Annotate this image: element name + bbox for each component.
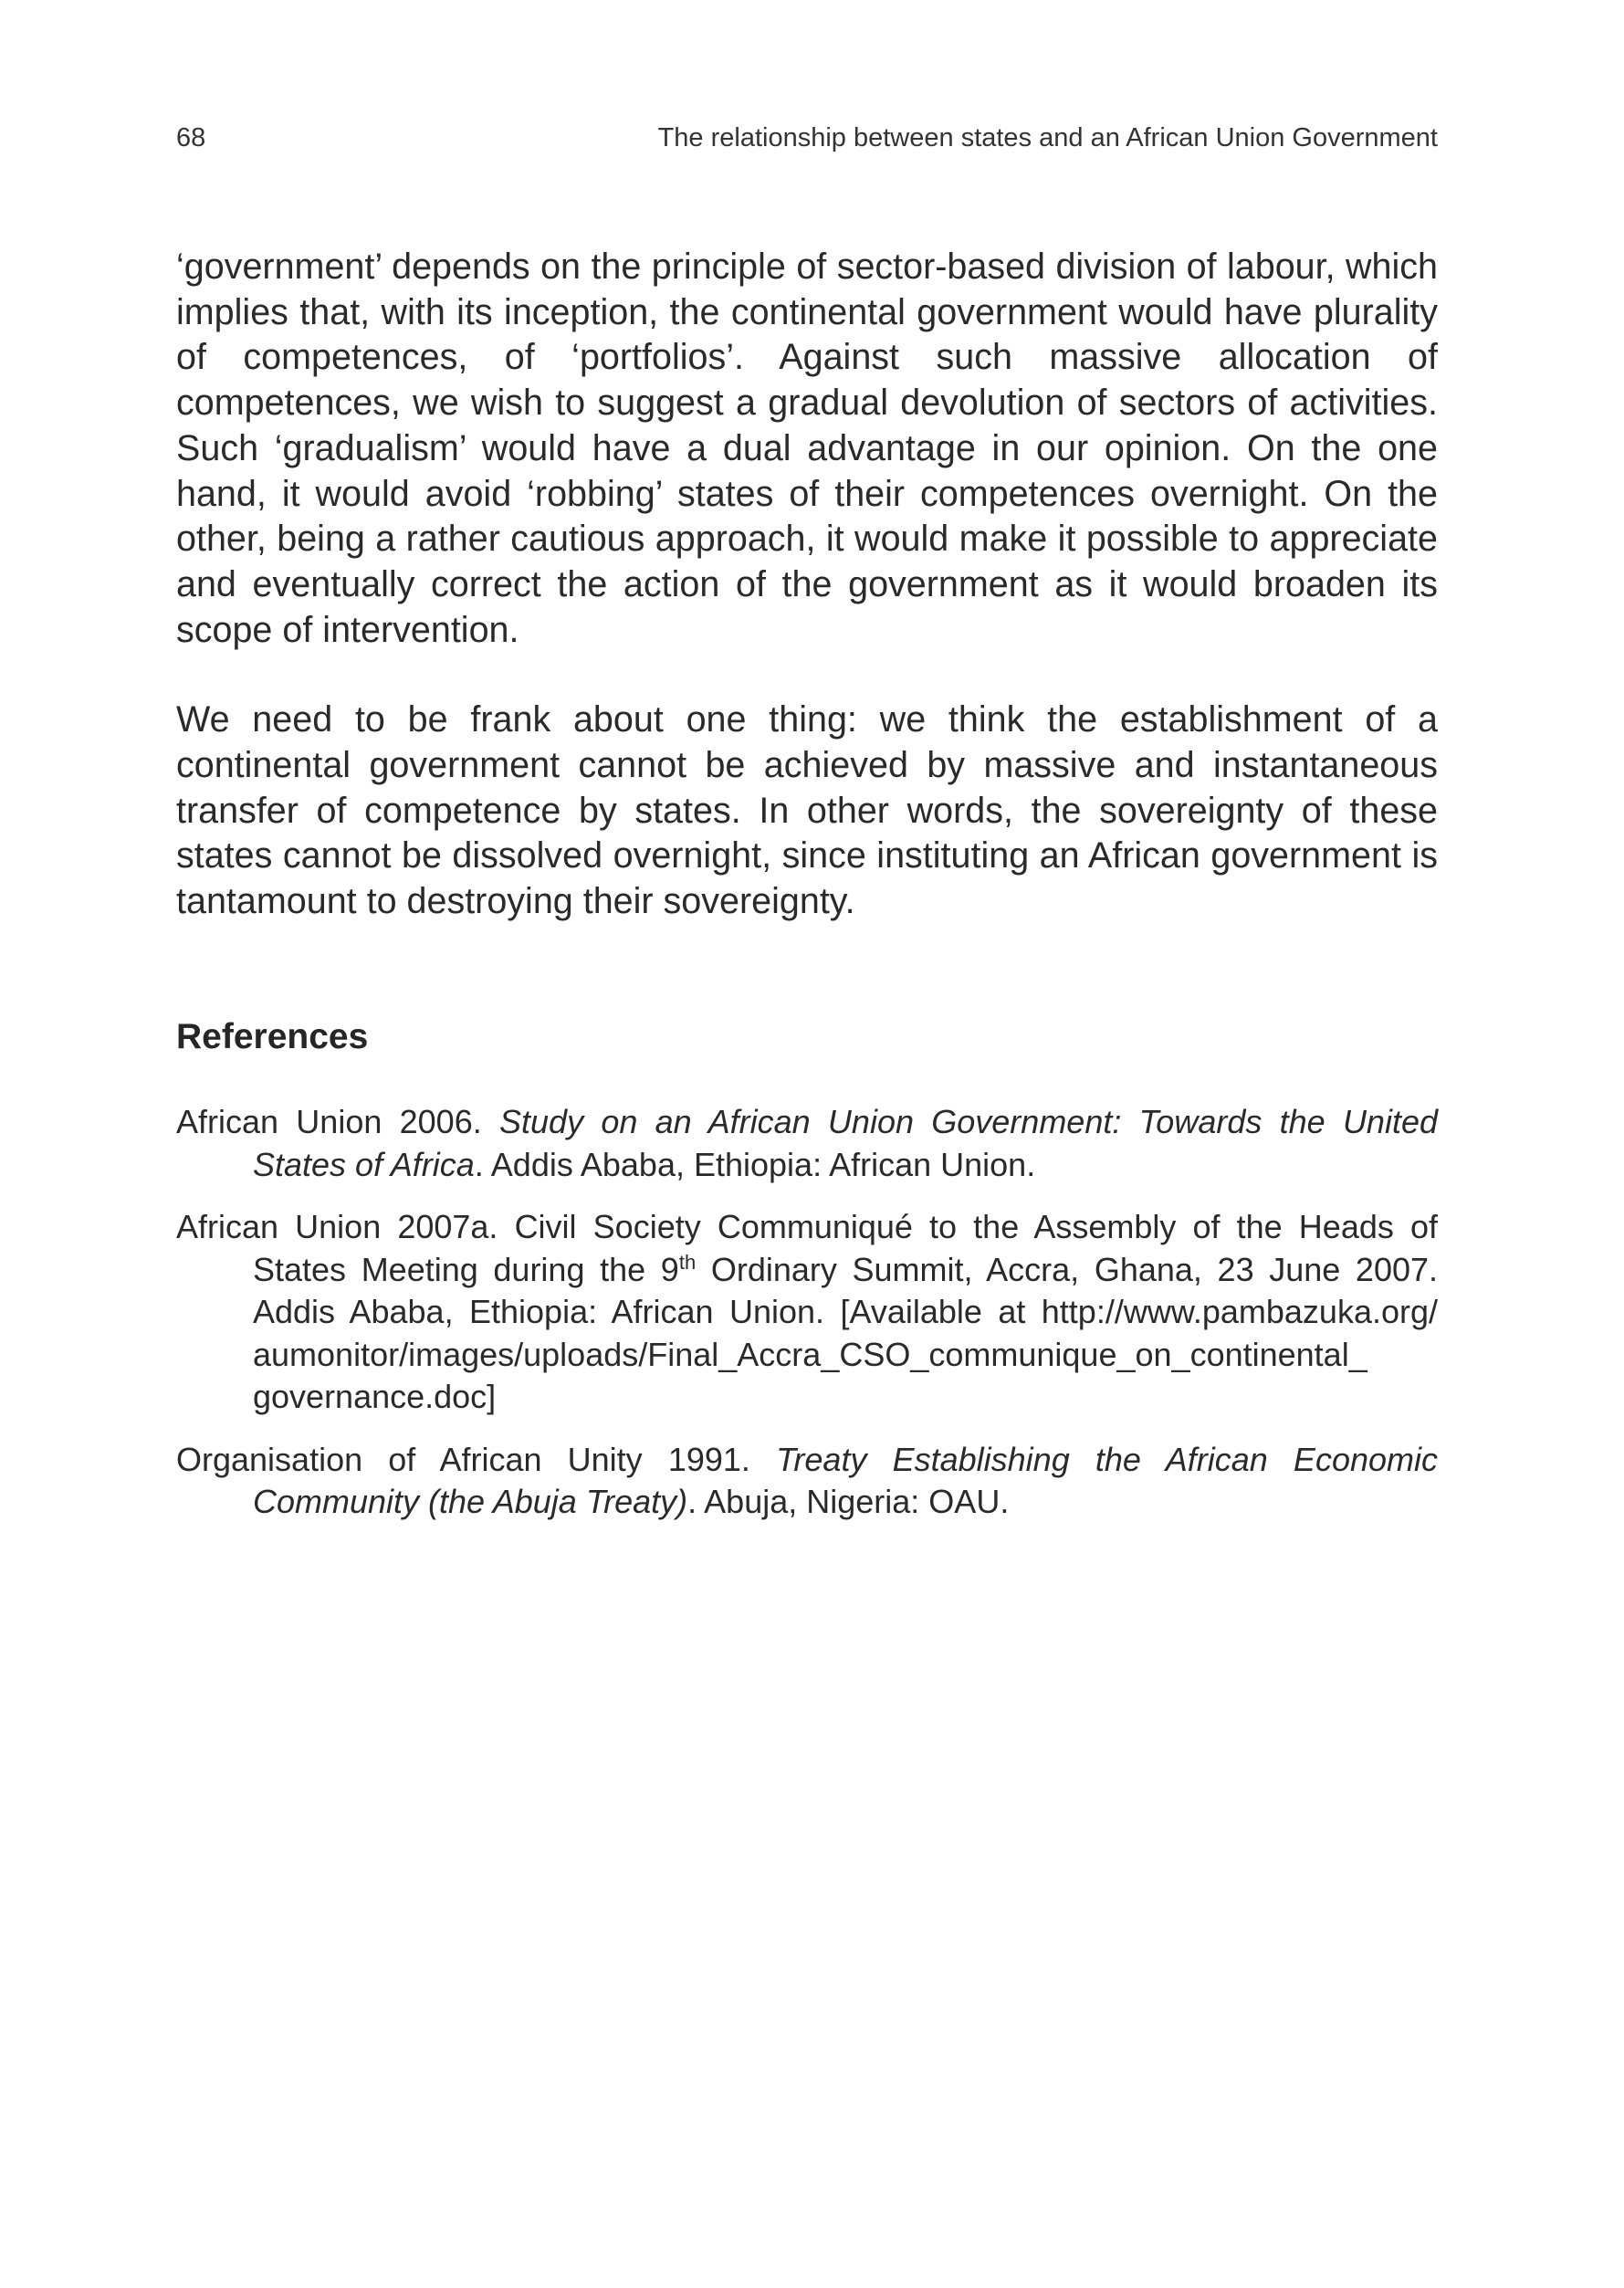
references-heading: References [176, 1017, 369, 1056]
running-header [176, 117, 1438, 159]
reference-title: Treaty Establishing the African Economic Community (the Abuja Treaty) [253, 1440, 1438, 1520]
paragraph: We need to be frank about one thing: we think the establishment of a continental government cannot be achieved by massive and instantaneous transfer of competence by states. In other words, the sovereignty of these states cannot be dissolved overnight, since instituting an African government is tantamount to destroying their sovereignty. [176, 699, 1438, 922]
reference-publisher: . Addis Ababa, Ethiopia: African Union. [474, 1145, 1036, 1183]
book-page [176, 0, 1438, 2288]
reference-title: Study on an African Union Government: Towards the United States of Africa [253, 1103, 1438, 1183]
reference-author-year: African Union 2007a. [176, 1208, 498, 1245]
reference-entry [176, 1206, 1438, 1419]
reference-entry [176, 1101, 1438, 1186]
reference-author-year: Organisation of African Unity 1991. [176, 1440, 750, 1478]
reference-text: Civil Society Communiqué to the Assembly of the Heads of States Meeting during the 9 [253, 1208, 1438, 1288]
running-title: The relationship between states and an African Union Government [657, 123, 1438, 152]
paragraph: ‘government’ depends on the principle of sector-based division of labour, which implies that, with its inception, the continental government would have plurality of competences, of ‘portfolios’. Against such massive allocation of competences, we wish to suggest a gradual devolution of sectors of activities. Such ‘gradualism’ would have a dual advantage in our opinion. On the one hand, it would avoid ‘robbing’ states of their competences overnight. On the other, being a rather cautious approach, it would make it possible to appreciate and eventually correct the action of the government as it would broaden its scope of intervention. [176, 247, 1438, 650]
reference-text-continued: Ordinary Summit, Accra, Ghana, 23 June 2007. Addis Ababa, Ethiopia: African Union. [Available at http://www.pambazuka.org/ aumonitor/images/uploads/Final_Accra_CSO_communique_on_continental_ governance.doc] [253, 1250, 1439, 1415]
reference-author-year: African Union 2006. [176, 1103, 482, 1140]
page-number: 68 [176, 123, 206, 152]
body-text [176, 245, 1438, 925]
references-section [176, 1013, 1438, 1544]
reference-entry [176, 1439, 1438, 1524]
reference-publisher: . Abuja, Nigeria: OAU. [687, 1483, 1010, 1520]
ordinal-superscript: th [678, 1250, 697, 1274]
